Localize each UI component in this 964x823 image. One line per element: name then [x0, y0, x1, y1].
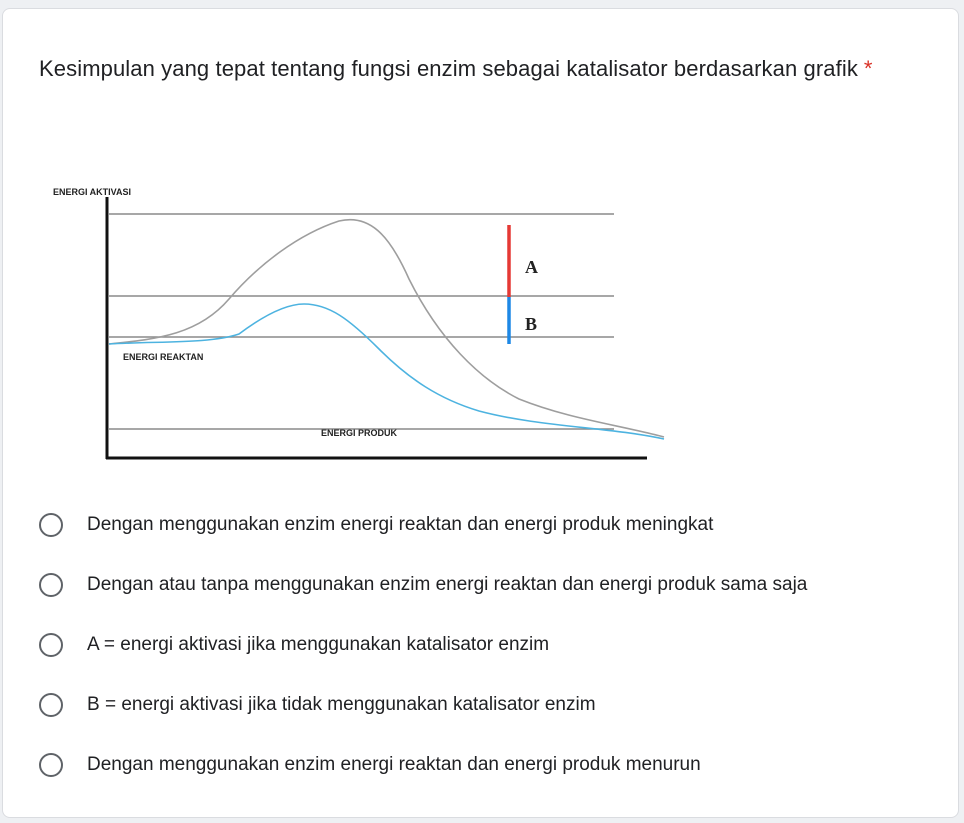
option-5[interactable]: [39, 735, 939, 795]
radio-button[interactable]: [39, 753, 63, 777]
option-2[interactable]: [39, 555, 939, 615]
option-label: A = energi aktivasi jika menggunakan katalisator enzim: [87, 634, 550, 655]
option-3[interactable]: [39, 615, 939, 675]
product-label: ENERGI PRODUK: [321, 428, 398, 438]
answer-options: [39, 495, 939, 795]
option-label: B = energi aktivasi jika tidak menggunakan katalisator enzim: [87, 694, 596, 715]
option-label: Dengan menggunakan enzim energi reaktan dan energi produk meningkat: [87, 514, 714, 535]
option-1[interactable]: [39, 495, 939, 555]
question-text: Kesimpulan yang tepat tentang fungsi enzim sebagai katalisator berdasarkan grafik: [39, 56, 858, 81]
option-4[interactable]: [39, 675, 939, 735]
question-card: [2, 8, 959, 818]
label-a: A: [525, 257, 538, 277]
radio-button[interactable]: [39, 573, 63, 597]
radio-button[interactable]: [39, 633, 63, 657]
option-label: Dengan atau tanpa menggunakan enzim energi reaktan dan energi produk sama saja: [87, 574, 808, 595]
reactant-label: ENERGI REAKTAN: [123, 352, 204, 362]
radio-button[interactable]: [39, 693, 63, 717]
question-title: [39, 51, 919, 87]
label-b: B: [525, 314, 538, 334]
option-label: Dengan menggunakan enzim energi reaktan dan energi produk menurun: [87, 754, 701, 775]
y-axis-label: ENERGI AKTIVASI: [53, 187, 132, 197]
activation-energy-diagram: [49, 179, 679, 469]
curve-without-enzyme: [109, 220, 664, 437]
required-star: *: [863, 56, 873, 81]
question-figure: [49, 179, 679, 469]
radio-button[interactable]: [39, 513, 63, 537]
